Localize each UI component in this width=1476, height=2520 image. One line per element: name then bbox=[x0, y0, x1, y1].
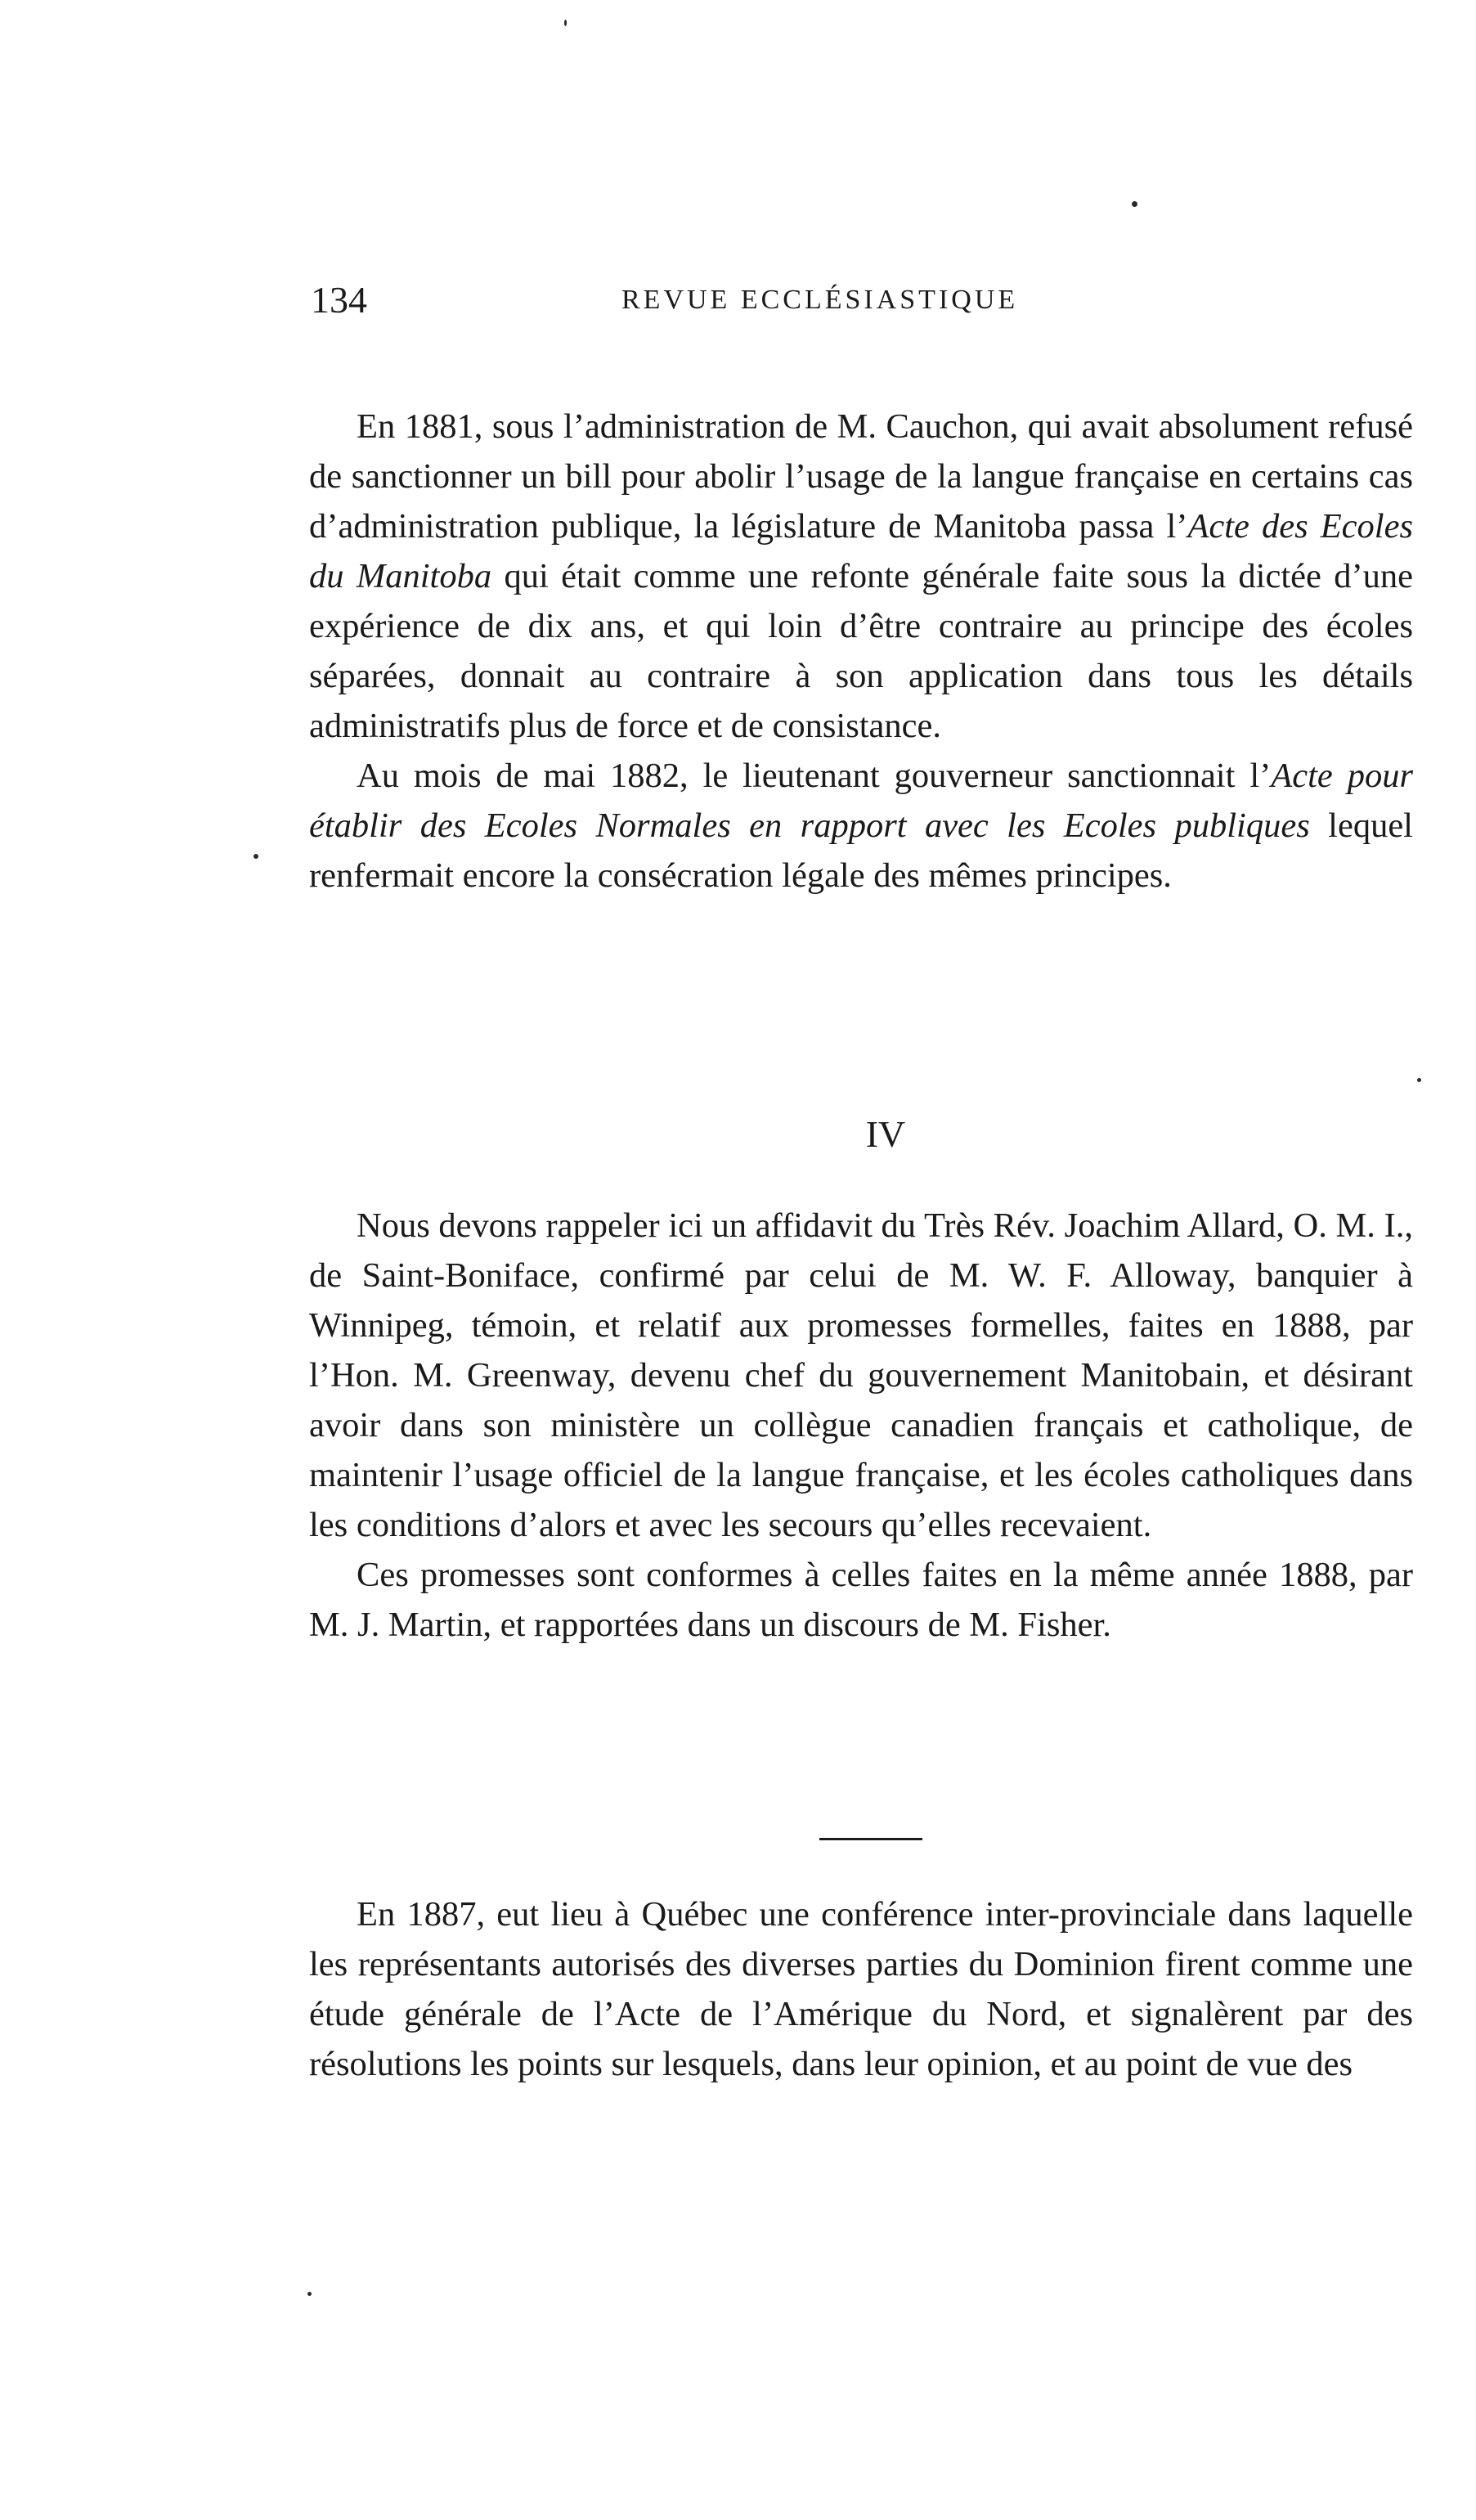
section-2-text bbox=[309, 1201, 1413, 1650]
paragraph-text: lequel renfermait encore la consécration légale des mêmes principes. bbox=[309, 806, 1413, 895]
scan-speck bbox=[253, 854, 258, 859]
paragraph-text: En 1881, sous l’administration de M. Cauchon, qui avait absolument refusé de sanctionner un bill pour abolir l’usage de la langue française en certains cas d’administration publique, la législature de Manitoba passa l’ bbox=[309, 407, 1413, 546]
section-divider bbox=[819, 1838, 922, 1840]
paragraph-affidavit: Nous devons rappeler ici un affidavit du Très Rév. Joachim Allard, O. M. I., de Saint-Boniface, confirmé par celui de M. W. F. Alloway, banquier à Winnipeg, témoin, et relatif aux promesses formelles, faites en 1888, par l’Hon. M. Greenway, devenu chef du gouvernement Manitobain, et désirant avoir dans son ministère un collègue canadien français et catholique, de maintenir l’usage officiel de la langue française, et les écoles catholiques dans les conditions d’alors et avec les secours qu’elles recevaient. bbox=[309, 1206, 1413, 1544]
scan-speck bbox=[307, 2292, 312, 2296]
paragraph-text: qui était comme une refonte générale faite sous la dictée d’une expérience de dix ans, et qui loin d’être contraire au principe des écoles séparées, donnait au contraire à son application dans tous les détails administratifs plus de force et de consistance. bbox=[309, 557, 1413, 745]
paragraph-1881 bbox=[309, 402, 1413, 751]
scan-speck bbox=[564, 20, 567, 26]
act-title: Acte pour établir des Ecoles Normales en rapport avec les Ecoles publiques bbox=[309, 757, 1413, 845]
paragraph-text: Au mois de mai 1882, le lieutenant gouverneur sanctionnait l’ bbox=[357, 757, 1272, 795]
scan-speck bbox=[1417, 1078, 1421, 1082]
running-head: REVUE ECCLÉSIASTIQUE bbox=[621, 285, 1019, 315]
section-1-text bbox=[309, 402, 1413, 901]
paragraph-1882 bbox=[309, 751, 1413, 901]
page-header bbox=[311, 278, 1415, 327]
section-3-text bbox=[309, 1889, 1413, 2089]
scan-speck bbox=[1132, 201, 1137, 207]
section-heading: IV bbox=[865, 1113, 906, 1155]
act-title: Acte des Ecoles du Manitoba bbox=[309, 507, 1413, 595]
paragraph-promesses: Ces promesses sont conformes à celles faites en la même année 1888, par M. J. Martin, et rapportées dans un discours de M. Fisher. bbox=[309, 1556, 1413, 1644]
page-number: 134 bbox=[311, 279, 367, 321]
paragraph-1887: En 1887, eut lieu à Québec une conférence inter-provinciale dans laquelle les représentants autorisés des diverses parties du Dominion firent comme une étude générale de l’Acte de l’Amérique du Nord, et signalèrent par des résolutions les points sur lesquels, dans leur opinion, et au point de vue des bbox=[309, 1895, 1413, 2083]
